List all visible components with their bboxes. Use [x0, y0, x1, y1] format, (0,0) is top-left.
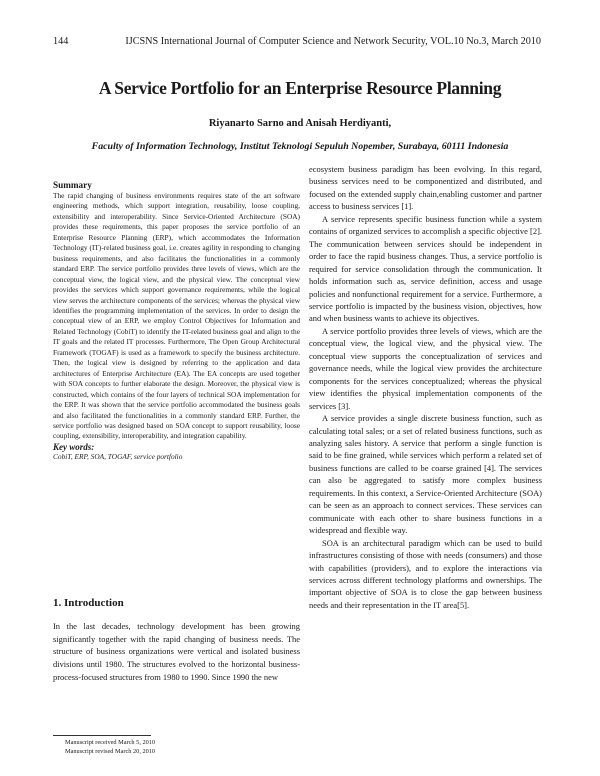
summary-text: The rapid changing of business environments requires state of the art software engineering methods, which support integration, reusability, loose coupling, extensibility and interoperability. Since Service-Oriented Architecture (SOA) provides these requirements, this paper proposes the service portfolio of an Enterprise Resource Planning (ERP), which accommodates the Information Technology (IT)-related business goal, i.e. creates agility in responding to changing business requirements, and also facilitates the functionalities in a commonly standard ERP. The service portfolio provides three levels of views, which are the conceptual view, the logical view, and the physical view. The conceptual view provides the services which support governance requirements, while the logical view serves the architecture components of the services; whereas the physical view identifies the programming implementation of the services. In order to design the conceptual view of an ERP, we employ Control Objectives for Information and Related Technology (CobiT) to identify the IT-related business goal and align to the IT goals and the related IT processes. Furthermore, The Open Group Architectural Framework (TOGAF) is used as a framework to specify the business architecture. Then, the logical view is designed by referring to the application and data architectures of Enterprise Architecture (EA). The EA concepts are used together with SOA concepts to further elaborate the design. Moreover, the physical view is constructed, which contains of the four layers of technical SOA implementation for the ERP. It was shown that the service portfolio accommodated the business goals and also facilitated the functionalities in a commonly standard ERP. Further, the service portfolio was designed based on SOA concept to support reusability, loose coupling, extensibility, interoperability, and integration capability.: [53, 191, 300, 441]
page-number: 144: [53, 36, 69, 47]
footnote-rule: [53, 735, 151, 736]
right-column: [309, 163, 542, 611]
paper-authors: Riyanarto Sarno and Anisah Herdiyanti,: [208, 118, 392, 129]
manuscript-footnote: [53, 735, 300, 756]
footnote-received: Manuscript received March 5, 2010: [65, 739, 156, 746]
summary-heading: Summary: [53, 180, 92, 190]
paper-title: A Service Portfolio for an Enterprise Resource Planning: [98, 78, 502, 98]
body-paragraph: A service represents specific business function while a system contains of organized services to accomplish a specific objective [2]. The communication between services should be independent in order to face the rapid business changes. Thus, a service portfolio is required for service consolidation through the communication. It holds information such as, service definition, access and usage policies and nonfunctional requirement for a service. Furthermore, a service portfolio is impacted by the business vision, objectives, how and when business wants to achieve its objectives.: [309, 213, 542, 324]
body-paragraph: A service portfolio provides three levels of views, which are the conceptual view, the logical view, and the physical view. The conceptual view supports the conceptualization of services and governance needs, while the logical view provides the architecture components for the services conceptualized; whereas the physical view identifies the physical implementation components of the services [3].: [309, 325, 542, 411]
body-paragraph: A service provides a single discrete business function, such as calculating total sales; or a set of related business functions, such as analyzing sales history. A service that perform a single function is said to be fine grained, while services which perform a related set of business functions are called to be coarse grained [4]. The services can also be aggregated to satisfy more complex business requirements. In this context, a Service-Oriented Architecture (SOA) can be seen as an approach to connect services. These services can communicate with each other to share business functions in a widespread and flexible way.: [309, 413, 542, 536]
abstract-section: [53, 180, 300, 463]
introduction-heading: 1. Introduction: [53, 597, 124, 609]
author-affiliation: Faculty of Information Technology, Institut Teknologi Sepuluh Nopember, Surabaya, 60111 Indonesia: [91, 141, 509, 152]
introduction-text: In the last decades, technology development has been growing significantly together with the rapid changing of business needs. The structure of business organizations were vertical and isolated business divisions until 1980. The structures evolved to the horizontal business-process-focused structures from 1980 to 1990. Since 1990 the new: [53, 621, 300, 682]
keywords-text: CobiT, ERP, SOA, TOGAF, service portfolio: [53, 452, 183, 462]
footnote-revised: Manuscript revised March 20, 2010: [65, 748, 156, 756]
body-paragraph: SOA is an architectural paradigm which can be used to build infrastructures consisting of those with needs (consumers) and those with capabilities (providers), and to explore the interactions via services across different technology platforms and ownerships. The important objective of SOA is to close the gap between business needs and their representation in the IT area[5].: [309, 537, 542, 610]
body-paragraph: ecosystem business paradigm has been evolving. In this regard, business services need to be componentized and distributed, and focused on the extended supply chain,enabling customer and partner access to business services [1].: [309, 164, 542, 212]
keywords-heading: Key words:: [53, 441, 95, 452]
journal-header: IJCSNS International Journal of Computer Science and Network Security, VOL.10 No.3, March 2010: [125, 36, 541, 47]
running-header: [53, 35, 541, 49]
